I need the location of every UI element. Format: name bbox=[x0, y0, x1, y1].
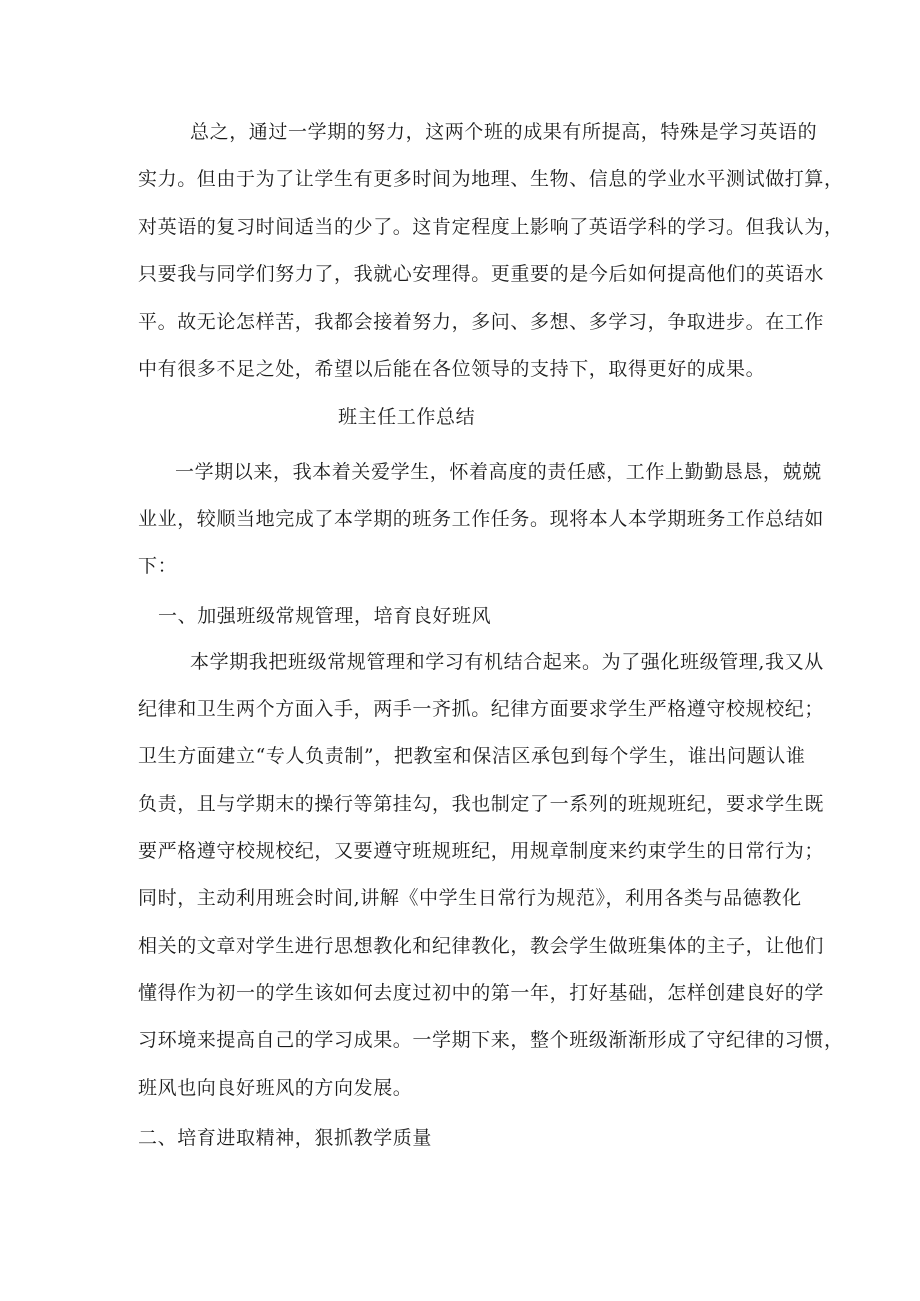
summary-paragraph-line: 实力。但由于为了让学生有更多时间为地理、生物、信息的学业水平测试做打算， bbox=[138, 168, 844, 190]
body-paragraph-line: 同时，主动利用班会时间,讲解《中学生日常行为规范》，利用各类与品德教化 bbox=[138, 887, 802, 909]
summary-paragraph-line: 只要我与同学们努力了，我就心安理得。更重要的是今后如何提高他们的英语水 bbox=[138, 263, 825, 285]
body-paragraph-line: 习环境来提高自己的学习成果。一学期下来，整个班级渐渐形成了守纪律的习惯， bbox=[138, 1029, 844, 1051]
summary-paragraph-line: 对英语的复习时间适当的少了。这肯定程度上影响了英语学科的学习。但我认为， bbox=[138, 216, 844, 238]
body-paragraph-line: 班风也向良好班风的方向发展。 bbox=[138, 1077, 413, 1099]
summary-paragraph-line: 总之，通过一学期的努力，这两个班的成果有所提高，特殊是学习英语的 bbox=[190, 121, 818, 143]
section-title: 班主任工作总结 bbox=[338, 406, 476, 428]
intro-paragraph-line: 下： bbox=[138, 555, 178, 577]
body-paragraph-line: 相关的文章对学生进行思想教化和纪律教化，教会学生做班集体的主子，让他们 bbox=[138, 935, 825, 957]
heading-two: 二、培育进取精神，狠抓教学质量 bbox=[138, 1127, 433, 1149]
intro-paragraph-line: 一学期以来，我本着关爱学生，怀着高度的责任感，工作上勤勤恳恳，兢兢 bbox=[175, 461, 822, 483]
body-paragraph-line: 要严格遵守校规校纪，又要遵守班规班纪，用规章制度来约束学生的日常行为； bbox=[138, 840, 825, 862]
body-paragraph-line: 负责，且与学期末的操行等第挂勾，我也制定了一系列的班规班纪，要求学生既 bbox=[138, 793, 825, 815]
heading-one: 一、加强班级常规管理，培育良好班风 bbox=[158, 605, 492, 627]
body-paragraph-line: 纪律和卫生两个方面入手，两手一齐抓。纪律方面要求学生严格遵守校规校纪； bbox=[138, 698, 825, 720]
summary-paragraph-line: 中有很多不足之处，希望以后能在各位领导的支持下，取得更好的成果。 bbox=[138, 358, 766, 380]
summary-paragraph-line: 平。故无论怎样苦，我都会接着努力，多问、多想、多学习，争取进步。在工作 bbox=[138, 311, 825, 333]
body-paragraph-line: 本学期我把班级常规管理和学习有机结合起来。为了强化班级管理,我又从 bbox=[190, 651, 824, 673]
intro-paragraph-line: 业业，较顺当地完成了本学期的班务工作任务。现将本人本学期班务工作总结如 bbox=[138, 508, 825, 530]
body-paragraph-line: 卫生方面建立“专人负责制”，把教室和保洁区承包到每个学生，谁出问题认谁 bbox=[138, 745, 806, 767]
body-paragraph-line: 懂得作为初一的学生该如何去度过初中的第一年，打好基础，怎样创建良好的学 bbox=[138, 982, 825, 1004]
